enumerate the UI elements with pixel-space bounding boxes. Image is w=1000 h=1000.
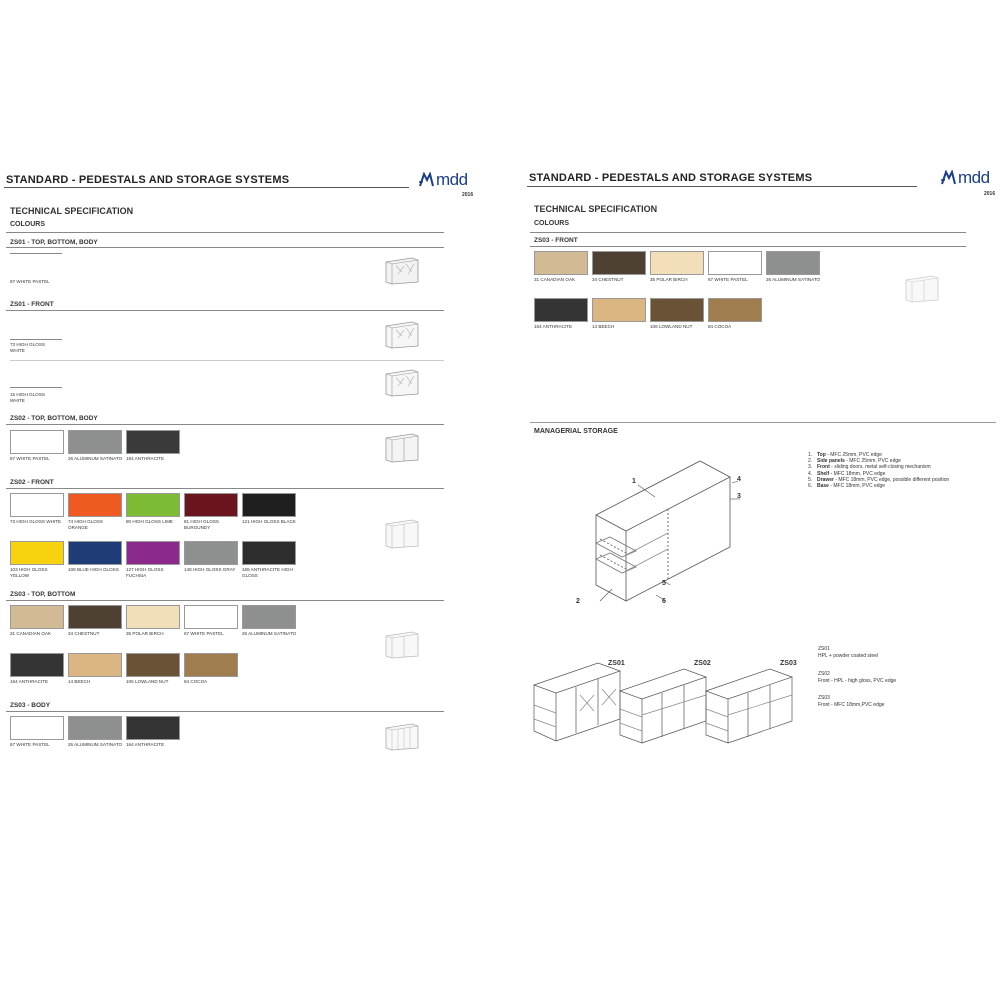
- spec-item: 4. Shelf - MFC 18mm, PVC edge: [808, 470, 886, 477]
- cabinet-thumbnail-icon: [384, 366, 420, 398]
- colour-swatch: [10, 541, 64, 578]
- managerial-storage-title: MANAGERIAL STORAGE: [534, 428, 618, 435]
- spec-item: 2. Side panels - MFC 25mm, PVC edge: [808, 458, 901, 465]
- colour-swatch: [592, 251, 646, 283]
- swatch-label: 164 ANTHRACITE: [10, 679, 49, 684]
- section-rule: [6, 424, 444, 425]
- swatch-label: 26 ALUMINUM SATINATO: [68, 456, 123, 461]
- callout-2: 2: [576, 598, 580, 605]
- colour-swatch: [10, 653, 64, 685]
- cabinet-thumbnail-icon: [384, 516, 420, 550]
- swatch-line: [10, 387, 62, 388]
- swatch-color: [534, 298, 588, 322]
- swatch-label: 108 BLUE HIGH GLOSS: [68, 567, 119, 572]
- spec-item: 3. Front - sliding doors, metal self-closing mechanism: [808, 464, 931, 471]
- swatch-color: [10, 653, 64, 677]
- swatch-label: 73 HIGH GLOSS WHITE: [10, 519, 62, 524]
- swatch-line: [10, 339, 62, 340]
- colour-swatch: [68, 605, 122, 637]
- swatch-color: [184, 541, 238, 565]
- colour-swatch: [68, 493, 122, 530]
- swatch-color: [68, 605, 122, 629]
- spec-item: 6. Base - MFC 18mm, PVC edge: [808, 483, 886, 490]
- section-rule: [6, 711, 444, 712]
- swatch-color: [766, 251, 820, 275]
- right-page: [500, 0, 1000, 1000]
- swatch-color: [650, 298, 704, 322]
- swatch-label: 164 ANTHRACITE: [126, 456, 165, 461]
- swatch-color: [242, 493, 296, 517]
- model-note-zs03: ZS03 Front - MFC 18mm,PVC edge: [818, 695, 885, 708]
- swatch-color: [126, 430, 180, 454]
- swatch-color: [534, 251, 588, 275]
- swatch-color: [184, 605, 238, 629]
- swatch-color: [10, 430, 64, 454]
- colour-swatch: [534, 298, 588, 330]
- model-label-zs03: ZS03: [780, 660, 797, 667]
- colour-label: 67 WHITE PASTEL: [10, 279, 50, 284]
- section-rule: [530, 422, 996, 423]
- component-spec-list: [808, 452, 967, 489]
- colour-swatch: [68, 541, 122, 573]
- cabinet-thumbnail-icon: [384, 430, 420, 464]
- mdd-logo: [940, 168, 990, 188]
- colour-swatch: [126, 716, 180, 748]
- colour-swatch: [68, 430, 122, 462]
- colour-swatch: [708, 251, 762, 283]
- colour-swatch: [126, 430, 180, 462]
- row-divider: [10, 360, 444, 361]
- header-rule: [4, 187, 409, 188]
- section-rule: [530, 232, 966, 233]
- swatch-label: 164 ANTHRACITE: [126, 742, 165, 747]
- swatch-color: [68, 653, 122, 677]
- swatch-label: 106 LOWLAND NUT: [126, 679, 169, 684]
- callout-3: 3: [737, 493, 741, 500]
- mdd-logo-icon: [940, 170, 956, 186]
- section-zs03-top: ZS03 - TOP, BOTTOM: [10, 591, 76, 598]
- callout-4: 4: [737, 476, 741, 483]
- section-zs01-front: ZS01 - FRONT: [10, 301, 54, 308]
- swatch-color: [68, 430, 122, 454]
- model-label-zs02: ZS02: [694, 660, 711, 667]
- swatch-label: 34 CHESTNUT: [592, 277, 624, 282]
- section-zs02-body: ZS02 - TOP, BOTTOM, BODY: [10, 415, 98, 422]
- colour-swatch: [650, 251, 704, 283]
- logo-text: mdd: [436, 170, 468, 189]
- colour-swatch: [10, 493, 64, 525]
- colour-label: 73 HIGH GLOSS WHITE: [10, 342, 45, 353]
- cabinet-thumbnail-icon: [384, 318, 420, 350]
- colour-swatch: [10, 716, 64, 748]
- swatch-color: [184, 493, 238, 517]
- swatch-label: 31 CANADIAN OAK: [10, 631, 52, 636]
- swatch-color: [126, 653, 180, 677]
- colour-swatch: [184, 541, 238, 573]
- header-rule: [527, 186, 917, 187]
- tech-spec-title: TECHNICAL SPECIFICATION: [10, 206, 134, 216]
- colour-swatch: [650, 298, 704, 330]
- logo-text: mdd: [958, 168, 990, 187]
- swatch-label: 26 ALUMINUM SATINATO: [68, 742, 123, 747]
- colour-swatch: [126, 605, 180, 637]
- colour-swatch: [126, 541, 180, 578]
- swatch-label: 14 BEECH: [592, 324, 615, 329]
- swatch-label: 74 HIGH GLOSS ORANGE: [68, 519, 103, 530]
- model-label-zs01: ZS01: [608, 660, 625, 667]
- swatch-color: [650, 251, 704, 275]
- swatch-label: 67 WHITE PASTEL: [184, 631, 224, 636]
- swatch-label: 34 CHESTNUT: [68, 631, 100, 636]
- colour-swatch: [592, 298, 646, 330]
- swatch-label: 84 COCOA: [184, 679, 208, 684]
- year-label: 2016: [984, 191, 996, 197]
- swatch-label: 26 ALUMINUM SATINATO: [242, 631, 297, 636]
- section-rule: [6, 600, 444, 601]
- swatch-color: [68, 716, 122, 740]
- section-zs03-body: ZS03 - BODY: [10, 702, 51, 709]
- swatch-color: [10, 605, 64, 629]
- swatch-label: 26 ALUMINUM SATINATO: [766, 277, 821, 282]
- colours-title: COLOURS: [10, 221, 45, 228]
- storage-models-drawing: [528, 655, 808, 745]
- swatch-label: 67 WHITE PASTEL: [708, 277, 748, 282]
- colour-swatch: [68, 653, 122, 685]
- swatch-color: [592, 298, 646, 322]
- colour-label: 15 HIGH GLOSS WHITE: [10, 392, 45, 403]
- swatch-label: 164 ANTHRACITE: [534, 324, 573, 329]
- swatch-color: [10, 541, 64, 565]
- section-rule: [6, 488, 444, 489]
- swatch-color: [126, 541, 180, 565]
- colour-swatch: [184, 653, 238, 685]
- model-note-zs02: ZS02 Front - HPL - high gloss, PVC edge: [818, 671, 897, 684]
- swatch-color: [708, 298, 762, 322]
- storage-exploded-diagram: [570, 455, 750, 615]
- spec-item: 5. Drawer - MFC 18mm, PVC edge, possible different position: [808, 476, 950, 483]
- colour-swatch: [68, 716, 122, 748]
- colour-swatch: [242, 493, 296, 525]
- colour-swatch: [184, 493, 238, 530]
- year-label: 2016: [462, 192, 474, 198]
- section-zs02-front: ZS02 - FRONT: [10, 479, 54, 486]
- swatch-label: 14 BEECH: [68, 679, 91, 684]
- mdd-logo-icon: [418, 172, 434, 188]
- swatch-label: 67 WHITE PASTEL: [10, 742, 50, 747]
- colour-swatch: [242, 605, 296, 637]
- swatch-label: 81 HIGH GLOSS BURGUNDY: [184, 519, 219, 530]
- swatch-color: [68, 541, 122, 565]
- colour-swatch: [766, 251, 820, 283]
- swatch-color: [184, 653, 238, 677]
- page-header-title: STANDARD - PEDESTALS AND STORAGE SYSTEMS: [6, 174, 290, 186]
- mdd-logo: [418, 170, 468, 190]
- section-rule: [6, 310, 444, 311]
- colour-swatch: [242, 541, 296, 578]
- cabinet-thumbnail-icon: [384, 628, 420, 660]
- swatch-color: [10, 493, 64, 517]
- swatch-label: 103 HIGH GLOSS YELLOW: [10, 567, 48, 578]
- colour-swatch: [126, 493, 180, 525]
- callout-6: 6: [662, 598, 666, 605]
- swatch-color: [68, 493, 122, 517]
- swatch-label: 35 POLAR BIRCH: [126, 631, 164, 636]
- swatch-line: [10, 253, 62, 254]
- swatch-color: [126, 716, 180, 740]
- section-zs03-front: ZS03 - FRONT: [534, 237, 578, 244]
- swatch-color: [126, 605, 180, 629]
- page-header-title: STANDARD - PEDESTALS AND STORAGE SYSTEMS: [529, 172, 813, 184]
- swatch-label: 121 HIGH GLOSS BLACK: [242, 519, 296, 524]
- swatch-color: [242, 605, 296, 629]
- colours-title: COLOURS: [534, 220, 569, 227]
- spec-item: 1. Top - MFC 25mm, PVC edge: [808, 452, 882, 458]
- swatch-label: 106 LOWLAND NUT: [650, 324, 693, 329]
- cabinet-thumbnail-icon: [384, 720, 420, 752]
- colour-swatch: [10, 605, 64, 637]
- swatch-color: [126, 493, 180, 517]
- section-rule: [6, 232, 444, 233]
- swatch-label: 127 HIGH GLOSS FUCHSIA: [126, 567, 164, 578]
- section-rule: [6, 247, 444, 248]
- section-rule: [530, 246, 966, 247]
- swatch-color: [708, 251, 762, 275]
- swatch-color: [242, 541, 296, 565]
- swatch-label: 35 POLAR BIRCH: [650, 277, 688, 282]
- colour-swatch: [534, 251, 588, 283]
- colour-swatch: [708, 298, 762, 330]
- swatch-label: 80 HIGH GLOSS LIME: [126, 519, 173, 524]
- colour-swatch: [10, 430, 64, 462]
- swatch-label: 84 COCOA: [708, 324, 732, 329]
- callout-1: 1: [632, 478, 636, 485]
- tech-spec-title: TECHNICAL SPECIFICATION: [534, 204, 658, 214]
- section-zs01-body: ZS01 - TOP, BOTTOM, BODY: [10, 239, 98, 246]
- swatch-label: 31 CANADIAN OAK: [534, 277, 576, 282]
- cabinet-thumbnail-icon: [384, 254, 420, 286]
- swatch-color: [10, 716, 64, 740]
- swatch-color: [592, 251, 646, 275]
- swatch-label: 165 ANTHRACITE HIGH GLOSS: [242, 567, 293, 578]
- callout-5: 5: [662, 580, 666, 587]
- swatch-label: 67 WHITE PASTEL: [10, 456, 50, 461]
- swatch-label: 148 HIGH GLOSS GRAY: [184, 567, 236, 572]
- cabinet-thumbnail-icon: [904, 272, 940, 304]
- colour-swatch: [126, 653, 180, 685]
- model-note-zs01: ZS01 HPL + powder coated steel: [818, 646, 878, 659]
- colour-swatch: [184, 605, 238, 637]
